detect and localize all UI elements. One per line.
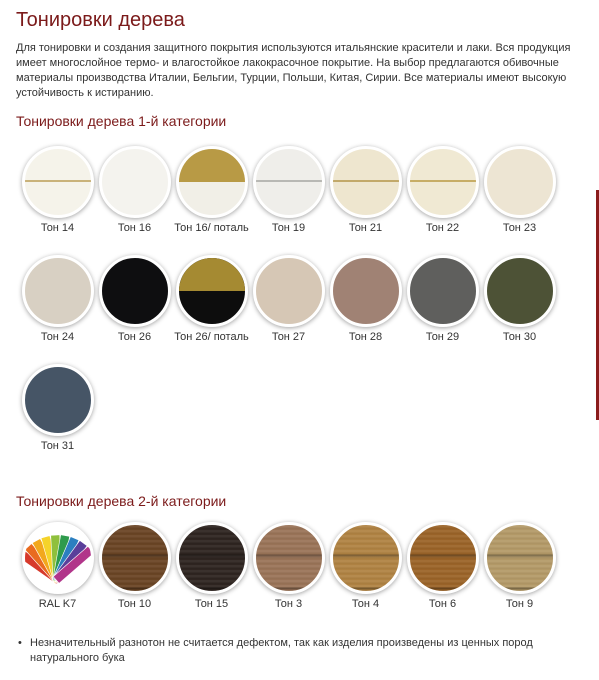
wood-seam bbox=[487, 525, 553, 591]
swatch-label: Тон 10 bbox=[117, 598, 152, 610]
swatch-item[interactable] bbox=[481, 255, 558, 343]
swatch-item[interactable] bbox=[19, 255, 96, 343]
swatch-label: Тон 22 bbox=[425, 222, 460, 234]
swatch-item[interactable] bbox=[19, 364, 96, 452]
swatch-label: Тон 4 bbox=[351, 598, 380, 610]
swatch-color-circle[interactable] bbox=[99, 255, 171, 327]
swatch-color-circle[interactable] bbox=[330, 522, 402, 594]
swatch-color-circle[interactable] bbox=[176, 255, 248, 327]
swatch-item[interactable] bbox=[19, 522, 96, 610]
swatch-item[interactable] bbox=[96, 255, 173, 343]
swatch-color-circle[interactable] bbox=[22, 364, 94, 436]
swatch-item[interactable] bbox=[250, 255, 327, 343]
bullet-icon: • bbox=[18, 637, 22, 649]
color-fan-icon bbox=[25, 525, 91, 591]
wood-seam bbox=[333, 525, 399, 591]
gold-leaf-half bbox=[179, 149, 245, 182]
notes-list bbox=[16, 636, 591, 666]
swatch-label: Тон 23 bbox=[502, 222, 537, 234]
swatch-label: RAL K7 bbox=[38, 598, 77, 610]
swatch-item[interactable] bbox=[96, 146, 173, 234]
swatch-label: Тон 14 bbox=[40, 222, 75, 234]
swatch-label: Тон 6 bbox=[428, 598, 457, 610]
swatch-stripe bbox=[333, 180, 399, 182]
section-title-category-1: Тонировки дерева 1-й категории bbox=[16, 113, 227, 129]
swatch-label: Тон 27 bbox=[271, 331, 306, 343]
swatch-label: Тон 15 bbox=[194, 598, 229, 610]
page-title: Тонировки дерева bbox=[16, 9, 185, 31]
swatch-color-circle[interactable] bbox=[22, 255, 94, 327]
swatch-stripe bbox=[25, 180, 91, 182]
swatch-color-circle[interactable] bbox=[484, 522, 556, 594]
swatch-item[interactable] bbox=[96, 522, 173, 610]
swatch-grid-category-2 bbox=[19, 522, 579, 631]
swatch-color-circle[interactable] bbox=[22, 522, 94, 594]
swatch-label: Тон 26 bbox=[117, 331, 152, 343]
swatch-label: Тон 16/ поталь bbox=[174, 222, 249, 234]
swatch-item[interactable] bbox=[481, 522, 558, 610]
swatch-color-circle[interactable] bbox=[484, 146, 556, 218]
swatch-color-circle[interactable] bbox=[176, 522, 248, 594]
swatch-color-circle[interactable] bbox=[407, 522, 479, 594]
swatch-label: Тон 16 bbox=[117, 222, 152, 234]
swatch-item[interactable] bbox=[173, 522, 250, 610]
swatch-label: Тон 26/ поталь bbox=[174, 331, 249, 343]
swatch-item[interactable] bbox=[404, 146, 481, 234]
wood-seam bbox=[256, 525, 322, 591]
swatch-color-circle[interactable] bbox=[253, 522, 325, 594]
swatch-label: Тон 3 bbox=[274, 598, 303, 610]
swatch-color-circle[interactable] bbox=[99, 522, 171, 594]
swatch-color-circle[interactable] bbox=[484, 255, 556, 327]
swatch-color-circle[interactable] bbox=[22, 146, 94, 218]
swatch-color-circle[interactable] bbox=[330, 146, 402, 218]
wood-seam bbox=[410, 525, 476, 591]
swatch-label: Тон 21 bbox=[348, 222, 383, 234]
note-text: Незначительный разнотон не считается дефектом, так как изделия произведены из ценных пород натурального бука bbox=[30, 637, 533, 664]
swatch-grid-category-1 bbox=[19, 146, 579, 473]
swatch-item[interactable] bbox=[173, 255, 250, 343]
swatch-label: Тон 29 bbox=[425, 331, 460, 343]
swatch-label: Тон 31 bbox=[40, 440, 75, 452]
wood-seam bbox=[102, 525, 168, 591]
swatch-label: Тон 24 bbox=[40, 331, 75, 343]
swatch-label: Тон 28 bbox=[348, 331, 383, 343]
swatch-item[interactable] bbox=[173, 146, 250, 234]
note-item bbox=[16, 636, 591, 666]
section-title-category-2: Тонировки дерева 2-й категории bbox=[16, 493, 227, 509]
swatch-color-circle[interactable] bbox=[253, 146, 325, 218]
swatch-color-circle[interactable] bbox=[330, 255, 402, 327]
swatch-color-circle[interactable] bbox=[407, 255, 479, 327]
swatch-color-circle[interactable] bbox=[99, 146, 171, 218]
swatch-item[interactable] bbox=[327, 146, 404, 234]
swatch-item[interactable] bbox=[250, 522, 327, 610]
swatch-stripe bbox=[410, 180, 476, 182]
swatch-item[interactable] bbox=[404, 255, 481, 343]
swatch-item[interactable] bbox=[481, 146, 558, 234]
wood-seam bbox=[179, 525, 245, 591]
swatch-item[interactable] bbox=[404, 522, 481, 610]
swatch-color-circle[interactable] bbox=[176, 146, 248, 218]
swatch-stripe bbox=[256, 180, 322, 182]
swatch-item[interactable] bbox=[327, 522, 404, 610]
swatch-item[interactable] bbox=[327, 255, 404, 343]
swatch-item[interactable] bbox=[250, 146, 327, 234]
swatch-item[interactable] bbox=[19, 146, 96, 234]
swatch-label: Тон 19 bbox=[271, 222, 306, 234]
swatch-color-circle[interactable] bbox=[253, 255, 325, 327]
swatch-label: Тон 9 bbox=[505, 598, 534, 610]
intro-text: Для тонировки и создания защитного покрытия используются итальянские красители и лаки. Вся продукция имеет многослойное термо- и влагостойкое лакокрасочное покрытие. На выбор предлагаются обивочные материалы производства Италии, Бельгии, Турции, Польши, Китая, Сирии. Все материалы имеют высокую устойчивость к истиранию. bbox=[16, 42, 571, 99]
swatch-color-circle[interactable] bbox=[407, 146, 479, 218]
gold-leaf-half bbox=[179, 258, 245, 291]
swatch-label: Тон 30 bbox=[502, 331, 537, 343]
